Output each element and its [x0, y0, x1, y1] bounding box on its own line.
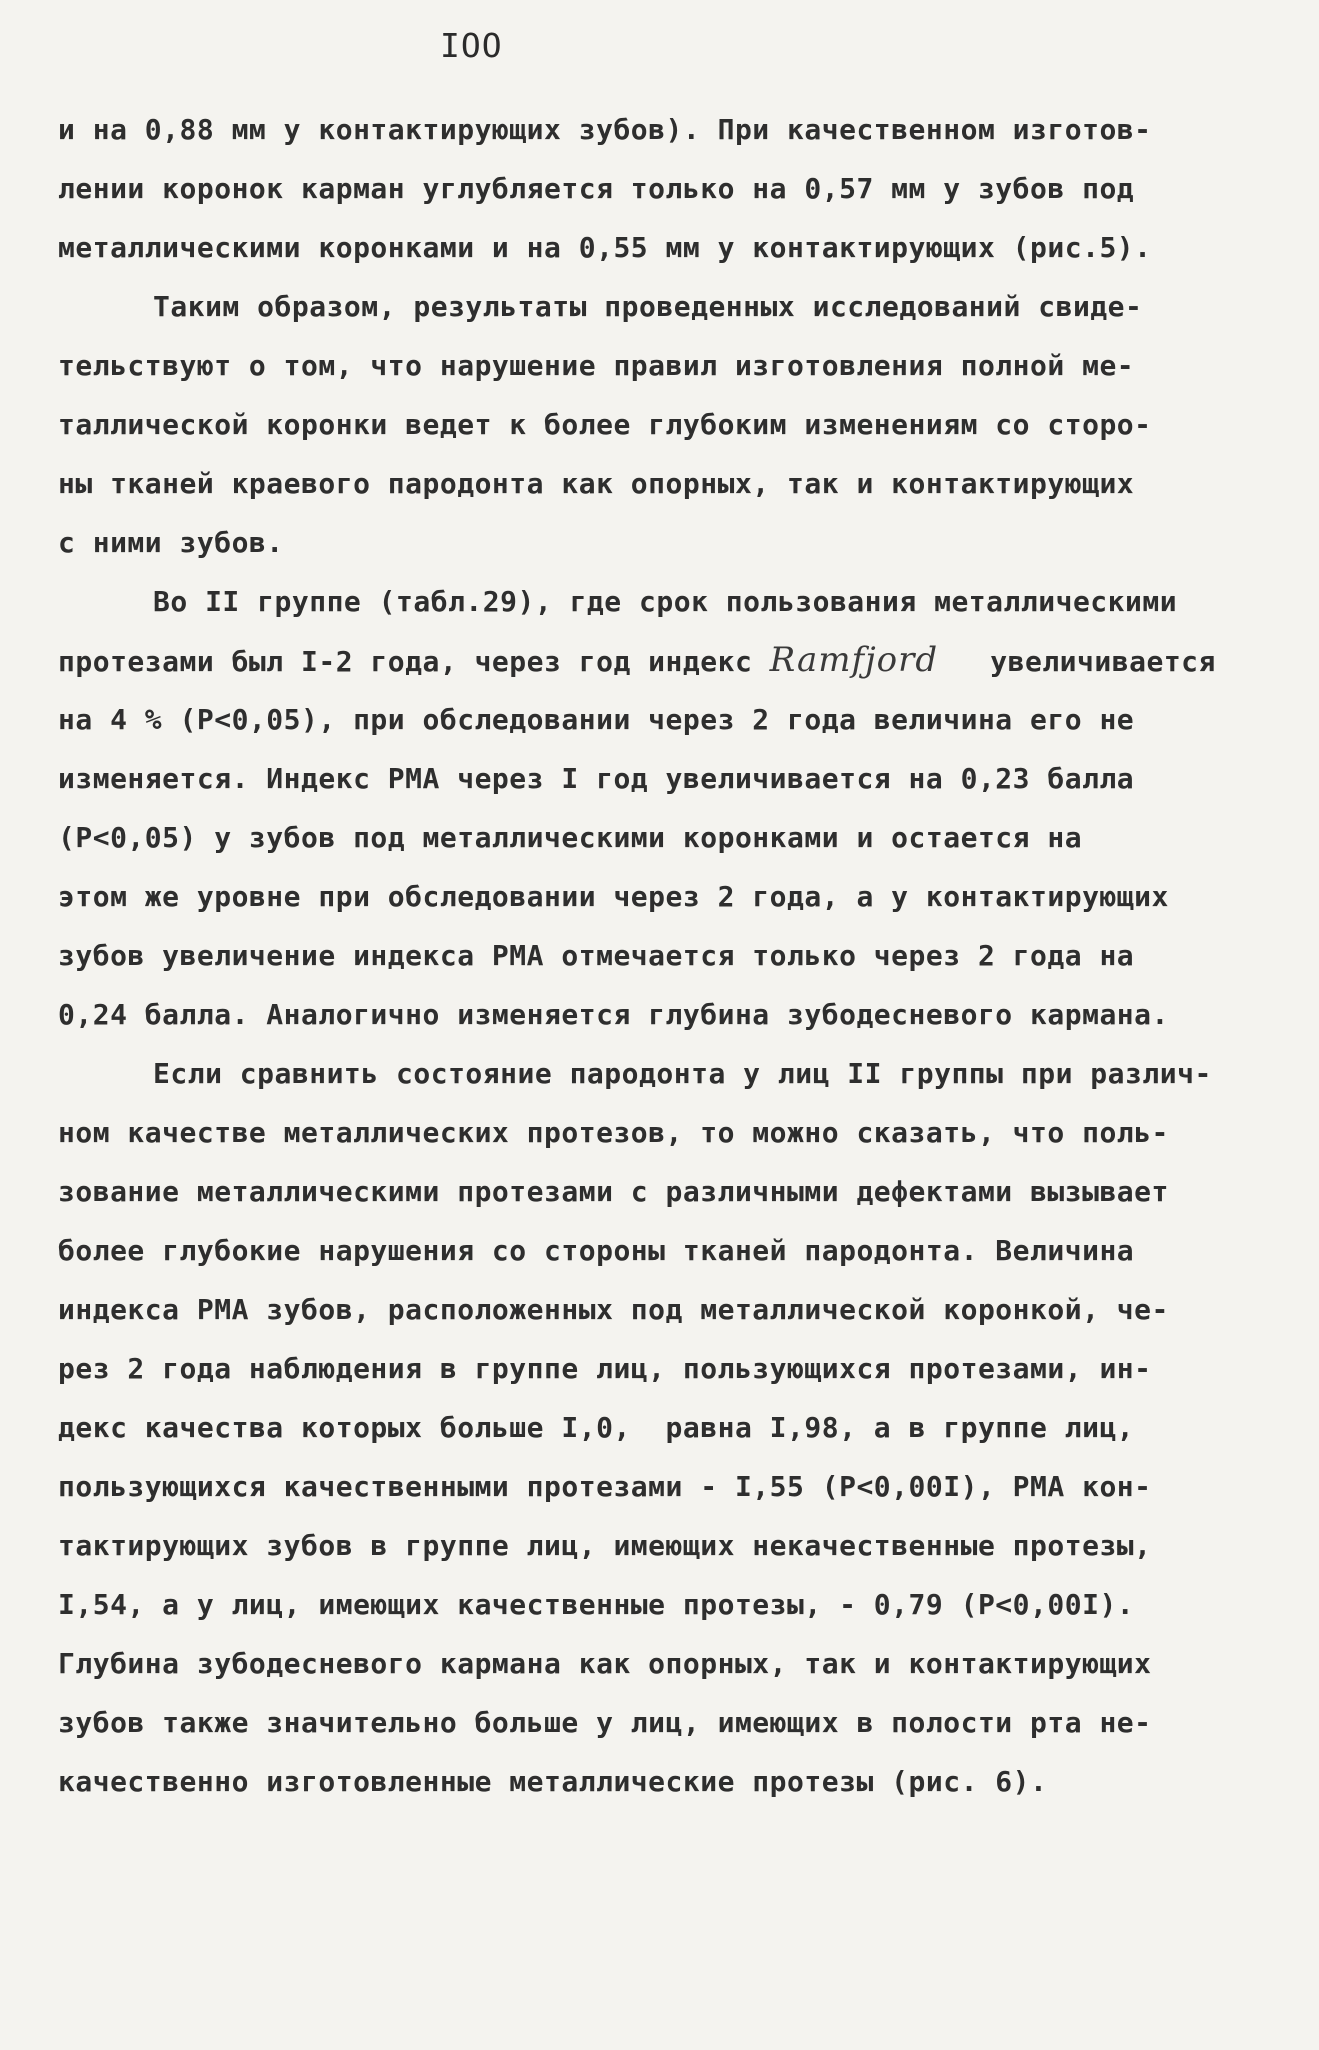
text-line: пользующихся качественными протезами - I,55 (Р<0,00I), РМА кон-: [58, 1470, 1152, 1503]
paragraph-start: Если сравнить состояние пародонта у лиц II группы при различ-: [153, 1057, 1212, 1090]
text-line: декс качества которых больше I,0, равна I,98, а в группе лиц,: [58, 1411, 1135, 1444]
text-line: и на 0,88 мм у контактирующих зубов). При качественном изготов-: [58, 113, 1152, 146]
text-line: тактирующих зубов в группе лиц, имеющих некачественные протезы,: [58, 1529, 1152, 1562]
text-line: тельствуют о том, что нарушение правил изготовления полной ме-: [58, 349, 1135, 382]
text-line: этом же уровне при обследовании через 2 года, а у контактирующих: [58, 880, 1169, 913]
text-line: более глубокие нарушения со стороны тканей пародонта. Величина: [58, 1234, 1135, 1267]
paragraph-start: Во II группе (табл.29), где срок пользования металлическими: [153, 585, 1178, 618]
text-segment: увеличивается: [938, 645, 1216, 678]
text-line: на 4 % (Р<0,05), при обследовании через 2 года величина его не: [58, 703, 1135, 736]
text-line-with-handwriting: [58, 631, 1298, 690]
text-line: таллической коронки ведет к более глубоким изменениям со сторо-: [58, 408, 1152, 441]
text-line: ны тканей краевого пародонта как опорных, так и контактирующих: [58, 467, 1135, 500]
body-text: [58, 100, 1298, 1811]
text-line: (Р<0,05) у зубов под металлическими коронками и остается на: [58, 821, 1083, 854]
text-line: качественно изготовленные металлические протезы (рис. 6).: [58, 1765, 1048, 1798]
text-line: 0,24 балла. Аналогично изменяется глубина зубодесневого кармана.: [58, 998, 1169, 1031]
text-line: зование металлическими протезами с различными дефектами вызывает: [58, 1175, 1169, 1208]
text-line: изменяется. Индекс РМА через I год увеличивается на 0,23 балла: [58, 762, 1135, 795]
text-line: с ними зубов.: [58, 526, 284, 559]
page-number: IOO: [440, 26, 503, 65]
text-segment: протезами был I-2 года, через год индекс: [58, 645, 770, 678]
paragraph-start: Таким образом, результаты проведенных исследований свиде-: [153, 290, 1143, 323]
text-line: зубов также значительно больше у лиц, имеющих в полости рта не-: [58, 1706, 1152, 1739]
handwritten-index-name: Ramfjord: [769, 640, 939, 680]
text-line: I,54, а у лиц, имеющих качественные протезы, - 0,79 (Р<0,00I).: [58, 1588, 1135, 1621]
text-line: рез 2 года наблюдения в группе лиц, пользующихся протезами, ин-: [58, 1352, 1152, 1385]
text-line: Глубина зубодесневого кармана как опорных, так и контактирующих: [58, 1647, 1152, 1680]
text-line: индекса РМА зубов, расположенных под металлической коронкой, че-: [58, 1293, 1169, 1326]
text-line: лении коронок карман углубляется только на 0,57 мм у зубов под: [58, 172, 1135, 205]
text-line: зубов увеличение индекса РМА отмечается только через 2 года на: [58, 939, 1135, 972]
text-line: металлическими коронками и на 0,55 мм у контактирующих (рис.5).: [58, 231, 1152, 264]
text-line: ном качестве металлических протезов, то можно сказать, что поль-: [58, 1116, 1169, 1149]
